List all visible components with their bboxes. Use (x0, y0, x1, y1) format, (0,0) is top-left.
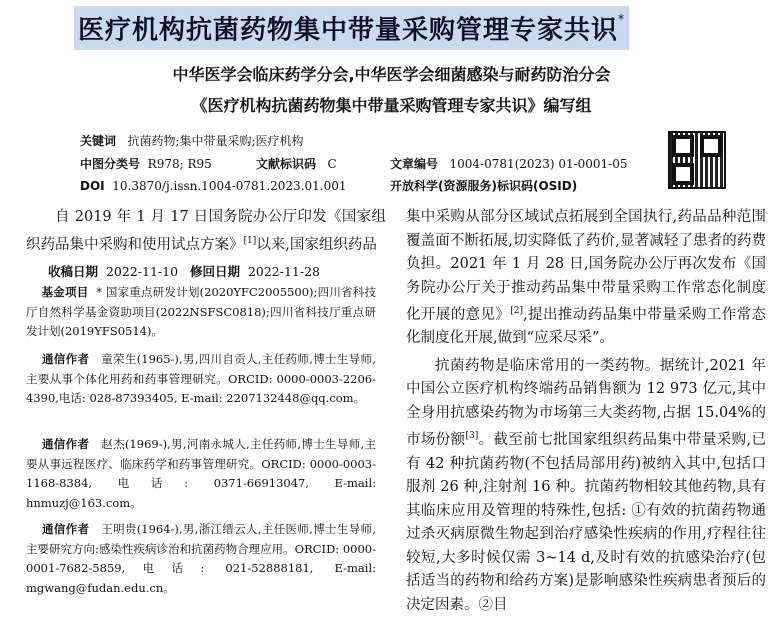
doc-code-row: 文献标识码 C (256, 157, 337, 171)
body-paragraph-2: 抗菌药物是临床常用的一类药物。据统计,2021 年中国公立医疗机构终端药品销售额为 12 973 亿元,其中全身用抗感染药物为市场第三大类药物,占据 15.04%的市场份额[3]。截至前七批国家组织药品集中带量采购,已有 42 种抗菌药物(不包括局部用药)被纳入其中,包括口服剂 26 种,注射剂 16 种。抗菌药物相较其他药物,具有其临床应用及管理的特殊性,包括: ①有效的抗菌药物通过杀灭病原微生物起到治疗感染性疾病的作用,疗程往往较短,大多时候仅需 3~14 d,及时有效的抗感染治疗(包括适当的药物和给药方案)是影响感染性疾病患者预后的决定因素。②目 (406, 357, 767, 613)
osid-label: 开放科学(资源服务)标识码(OSID) (390, 179, 578, 193)
body-left-intro: 自 2019 年 1 月 17 日国务院办公厅印发《国家组织药品集中采购和使用试点方案》[1]以来,国家组织药品 (26, 209, 386, 253)
fund-info: 基金项目 * 国家重点研发计划(2020YFC2005500);四川省科技厅自然科学基金资助项目(2022NSFSC0818);四川省科技厅重点研发计划(2019YFS0514)。 (26, 285, 377, 338)
article-title: 医疗机构抗菌药物集中带量采购管理专家共识* (74, 6, 629, 50)
corresponding-author-1: 通信作者 童荣生(1965-),男,四川自贡人,主任药师,博士生导师,主要从事个体化用药和药事管理研究。ORCID: 0000-0003-2206-4390,电话: 028-87393405, E-mail: 2207132448@qq.com。 (26, 352, 377, 405)
doi-row: DOI 10.3870/j.issn.1004-0781.2023.01.001 (80, 179, 347, 193)
body-paragraph-1: 集中采购从部分区域试点拓展到全国执行,药品品种范围覆盖面不断拓展,切实降低了药价,显著减轻了患者的药费负担。2021 年 1 月 28 日,国务院办公厅再次发布《国务院办公厅关于推动药品集中带量采购工作常态化制度化开展的意见》[2],提出推动药品集中带量采购工作常态化制度化开展,做到“应采尽采”。 (406, 209, 767, 347)
article-number-row: 文章编号 1004-0781(2023) 01-0001-05 (390, 157, 628, 171)
author-affiliation-line1: 中华医学会临床药学分会,中华医学会细菌感染与耐药防治分会 (172, 65, 611, 84)
body-right-column (406, 206, 766, 617)
author-affiliation-line2: 《医疗机构抗菌药物集中带量采购管理专家共识》编写组 (191, 96, 592, 115)
dates-row: 收稿日期 2022-11-10 修回日期 2022-11-28 (48, 264, 321, 279)
osid-qr-code[interactable] (668, 131, 726, 189)
title-footnote-mark: * (618, 12, 626, 26)
title-block (74, 6, 710, 46)
clc-row: 中图分类号 R978; R95 (80, 157, 212, 171)
keywords-row: 关键词 抗菌药物;集中带量采购;医疗机构 (80, 134, 304, 148)
corresponding-author-2: 通信作者 赵杰(1969-),男,河南永城人,主任药师,博士生导师,主要从事远程医疗、临床药学和药事管理研究。ORCID: 0000-0003-1168-8384, 电话: 0371-66913047, E-mail: hnmuzj@163.com。 (26, 437, 377, 510)
corresponding-author-3: 通信作者 王明贵(1964-),男,浙江缙云人,主任医师,博士生导师,主要研究方向:感染性疾病诊治和抗菌药物合理应用。ORCID: 0000-0001-7682-5859,电话: 021-52888181, E-mail: mgwang@fudan.edu.cn。 (26, 522, 377, 595)
